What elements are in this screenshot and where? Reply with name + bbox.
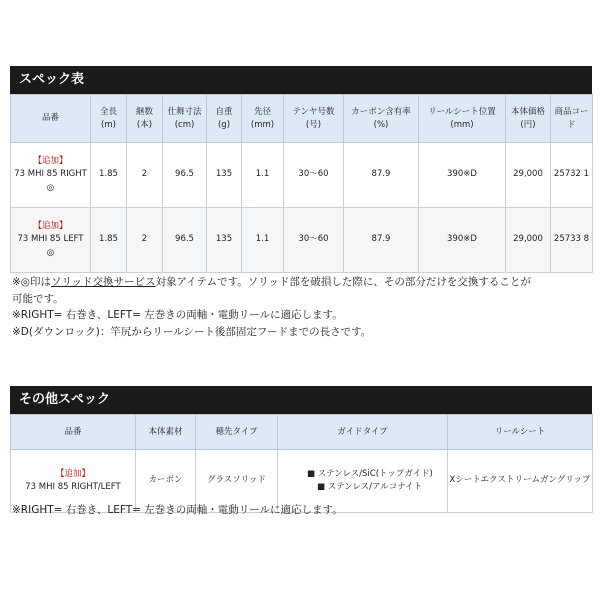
other-spec-table — [10, 414, 593, 513]
note-solid-service-cont: 可能です。 — [12, 292, 64, 305]
col-header-tip-type: 穂先タイプ — [196, 415, 278, 450]
spec-header-row — [11, 95, 593, 143]
pieces-cell: 2 — [127, 143, 163, 208]
note-solid-service: ※◎印はソリッド交換サービス対象アイテムです。ソリッド部を破損した際に、その部分だけを交換することが — [12, 276, 531, 288]
code-cell: 25732 1 — [551, 143, 593, 208]
tenya-cell: 30〜60 — [284, 208, 344, 273]
solid-service-link[interactable]: ソリッド交換サービス — [50, 276, 156, 288]
closed-length-cell: 96.5 — [163, 208, 207, 273]
col-header-closed-length: 仕舞寸法 (cm) — [163, 95, 207, 143]
tenya-cell: 30〜60 — [284, 143, 344, 208]
col-header-product: 品番 — [11, 415, 136, 450]
col-header-pieces: 継数 (本) — [127, 95, 163, 143]
product-cell — [11, 208, 91, 273]
col-header-tip-diameter: 先径 (mm) — [242, 95, 284, 143]
note-downlock: ※D(ダウンロック)：竿尻からリールシート後部固定フードまでの長さです。 — [12, 325, 372, 338]
spec-notes — [12, 274, 592, 340]
col-header-length: 全長 (m) — [91, 95, 127, 143]
added-tag: 【追加】 — [55, 468, 90, 479]
col-header-carbon: カーボン含有率 (%) — [344, 95, 419, 143]
col-header-code: 商品コード — [551, 95, 593, 143]
reel-seat-cell: 390※D — [419, 143, 506, 208]
product-name: 73 MHI 85 RIGHT/LEFT — [25, 482, 121, 492]
length-cell: 1.85 — [91, 143, 127, 208]
added-tag: 【追加】 — [33, 156, 68, 167]
added-tag: 【追加】 — [33, 221, 68, 232]
tip-diameter-cell: 1.1 — [242, 208, 284, 273]
price-cell: 29,000 — [506, 143, 551, 208]
price-cell: 29,000 — [506, 208, 551, 273]
note-reel-orientation: ※RIGHT= 右巻き、LEFT= 左巻きの両軸・電動リールに適応します。 — [12, 309, 343, 321]
guide-item-top: ■ ステンレス/SiC(トップガイド) — [307, 468, 433, 479]
other-header-row — [11, 415, 593, 450]
code-cell: 25733 8 — [551, 208, 593, 273]
other-spec-section-title: その他スペック — [19, 392, 111, 407]
table-row — [11, 143, 593, 208]
col-header-weight: 自重 (g) — [207, 95, 242, 143]
carbon-cell: 87.9 — [344, 143, 419, 208]
guide-item-alconite: ■ ステンレス/アルコナイト — [317, 482, 423, 492]
carbon-cell: 87.9 — [344, 208, 419, 273]
product-name: 73 MHI 85 RIGHT — [14, 169, 87, 180]
other-spec-section-header — [10, 386, 592, 414]
tip-diameter-cell: 1.1 — [242, 143, 284, 208]
weight-cell: 135 — [207, 208, 242, 273]
product-name: 73 MHI 85 LEFT — [17, 234, 84, 245]
solid-service-mark: ◎ — [46, 247, 55, 258]
spec-section-title: スペック表 — [19, 72, 85, 87]
col-header-reel-seat: リールシート — [448, 415, 593, 450]
col-header-guide-type: ガイドタイプ — [278, 415, 448, 450]
closed-length-cell: 96.5 — [163, 143, 207, 208]
tip-type-cell: グラスソリッド — [196, 450, 278, 513]
spec-table — [10, 94, 593, 273]
note-reel-orientation: ※RIGHT= 右巻き、LEFT= 左巻きの両軸・電動リールに適応します。 — [12, 504, 343, 516]
col-header-reel-seat: リールシート位置 (mm) — [419, 95, 506, 143]
table-row — [11, 208, 593, 273]
other-spec-notes — [12, 502, 592, 519]
weight-cell: 135 — [207, 143, 242, 208]
product-cell — [11, 143, 91, 208]
col-header-product: 品番 — [11, 95, 91, 143]
spec-section-header — [10, 66, 592, 94]
material-cell: カーボン — [136, 450, 196, 513]
solid-service-mark: ◎ — [46, 182, 55, 193]
col-header-tenya: テンヤ号数 (号) — [284, 95, 344, 143]
col-header-price: 本体価格 (円) — [506, 95, 551, 143]
reel-seat-cell: 390※D — [419, 208, 506, 273]
col-header-material: 本体素材 — [136, 415, 196, 450]
pieces-cell: 2 — [127, 208, 163, 273]
reel-seat-cell: Xシートエクストリームガングリップ — [448, 450, 593, 513]
length-cell: 1.85 — [91, 208, 127, 273]
